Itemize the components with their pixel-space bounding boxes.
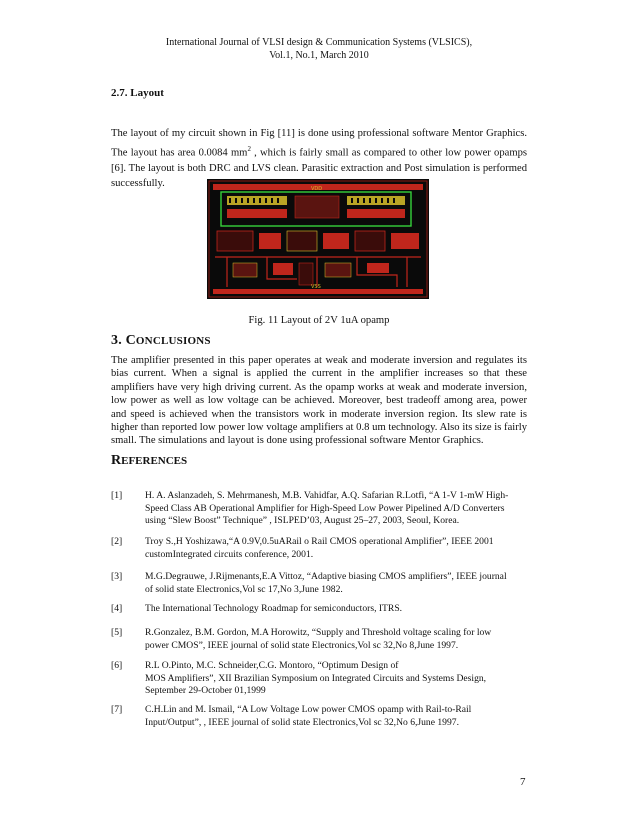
reference-number: [6] — [111, 660, 123, 671]
reference-number: [4] — [111, 603, 123, 614]
header-volume-line: Vol.1, No.1, March 2010 — [269, 50, 369, 61]
reference-number: [5] — [111, 627, 123, 638]
conclusions-heading-rest: ONCLUSIONS — [135, 335, 211, 347]
reference-line: R.Gonzalez, B.M. Gordon, M.A Horowitz, “Supply and Threshold voltage scaling for low — [145, 627, 492, 638]
page-number: 7 — [520, 776, 526, 788]
section-heading-conclusions — [111, 333, 211, 349]
reference-line: The International Technology Roadmap for semiconductors, ITRS. — [145, 603, 403, 614]
reference-number: [7] — [111, 704, 123, 715]
area-unit-superscript: 2 — [247, 144, 251, 153]
reference-line: Troy S.,H Yoshizawa,“A 0.9V,0.5uARail o Rail CMOS operational Amplifier”, IEEE 2001 — [145, 536, 494, 547]
reference-text — [145, 660, 530, 698]
reference-line: September 29-October 01,1999 — [145, 685, 266, 696]
reference-number: [1] — [111, 490, 123, 501]
running-header — [0, 36, 638, 62]
reference-line: power CMOS”, IEEE journal of solid state Electronics,Vol sc 32,No 8,June 1997. — [145, 639, 459, 651]
reference-line: using “Slew Boost” Technique” , ISLPED’03, August 25–27, 2003, Seoul, Korea. — [145, 515, 460, 526]
reference-text — [145, 571, 530, 596]
reference-line: of solid state Electronics,Vol sc 17,No 3,June 1982. — [145, 583, 343, 595]
section-heading-layout: 2.7. Layout — [111, 87, 164, 99]
reference-line: customIntegrated circuits conference, 2001. — [145, 548, 314, 560]
reference-line: H. A. Aslanzadeh, S. Mehrmanesh, M.B. Vahidfar, A.Q. Safarian R.Lotfi, “A 1-V 1-mW High- — [145, 490, 509, 501]
references-heading-first: R — [111, 453, 122, 468]
reference-number: [3] — [111, 571, 123, 582]
layout-text-part1: The layout of my circuit shown in Fig [11] is done using professional software Mentor Graphics. The layout has area 0.0084 mm — [111, 128, 527, 159]
references-heading-rest: EFERENCES — [121, 455, 188, 467]
reference-line: Input/Output”, , IEEE journal of solid state Electronics,Vol sc 32,No 6,June 1997. — [145, 716, 459, 728]
reference-line: Speed Class AB Operational Amplifier for High-Speed Low Power Pipelined A/D Converters — [145, 502, 505, 514]
reference-text — [145, 704, 530, 729]
reference-line: MOS Amplifiers”, XII Brazilian Symposium on Integrated Circuits and Systems Design, — [145, 672, 487, 684]
reference-number: [2] — [111, 536, 123, 547]
layout-text-part2: , which is fairly small as compared to other low power opamps [6]. The layout is both DRC and LVS clean. Parasitic extraction and Post simulation is performed successfully. — [111, 147, 528, 190]
reference-line: R.L O.Pinto, M.C. Schneider,C.G. Montoro, “Optimum Design of — [145, 660, 399, 671]
reference-text — [145, 603, 530, 616]
reference-text — [145, 536, 530, 561]
reference-line: M.G.Degrauwe, J.Rijmenants,E.A Vittoz, “Adaptive biasing CMOS amplifiers”, IEEE journal — [145, 571, 507, 582]
figure-caption: Fig. 11 Layout of 2V 1uA opamp — [248, 315, 390, 326]
conclusions-heading-first: 3. C — [111, 333, 136, 348]
reference-text — [145, 490, 530, 528]
section-heading-references — [111, 453, 187, 469]
opamp-layout-figure — [207, 179, 429, 299]
vdd-label: VDD — [311, 186, 323, 192]
reference-text — [145, 627, 530, 652]
conclusions-paragraph: The amplifier presented in this paper operates at weak and moderate inversion and regulates its bias current. When a signal is applied the current in the amplifier increases so that these amplifiers have very high driving current. As the opamp works at weak and moderate inversion, low power as well as low voltage can be achieved. Moreover, best tradeoff among area, power and speed is achieved when the transistors work in moderate inversion region. Its slew rate is higher than reported low power low voltage amplifiers at 0.8 um technology. Also its size is fairly small. The simulations and layout is done using professional software Mentor Graphics. — [111, 355, 527, 447]
reference-line: C.H.Lin and M. Ismail, “A Low Voltage Low power CMOS opamp with Rail-to-Rail — [145, 704, 472, 715]
vss-label: VSS — [311, 284, 321, 290]
header-journal-line: International Journal of VLSI design & Communication Systems (VLSICS), — [165, 37, 473, 48]
